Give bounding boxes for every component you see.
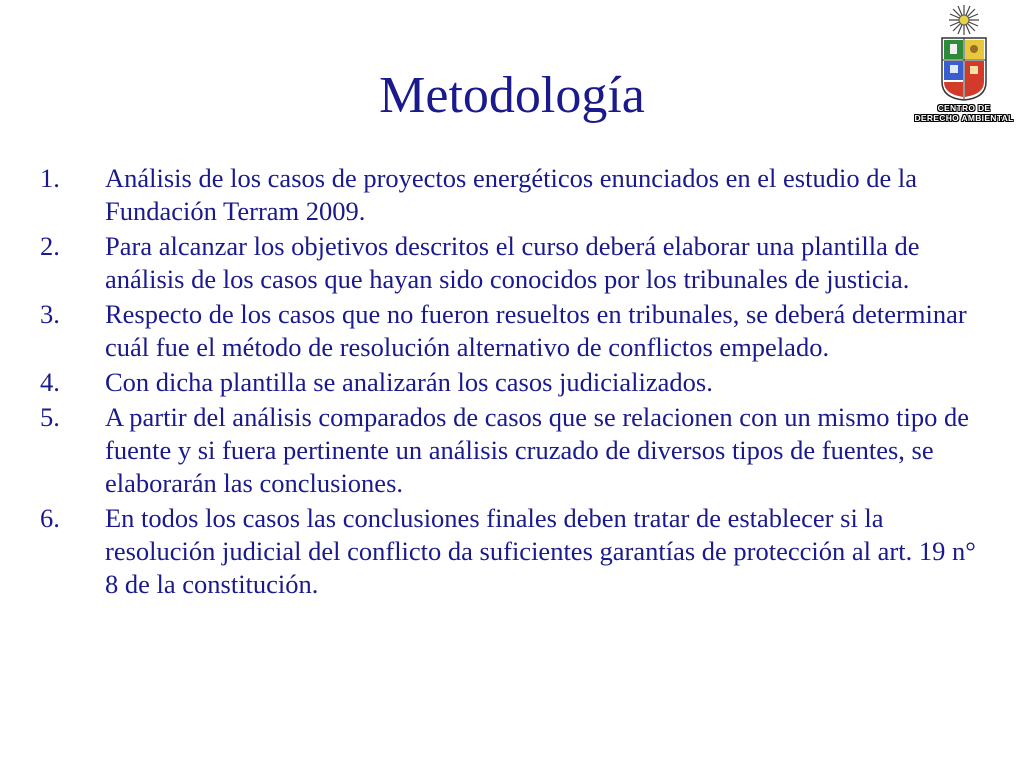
list-item-number: 3. [40, 299, 60, 329]
list-item [40, 401, 980, 500]
slide-title: Metodología [379, 67, 645, 124]
list-item-number: 5. [40, 402, 60, 432]
list-item-text: Análisis de los casos de proyectos energéticos enunciados en el estudio de la Fundación Terram 2009. [105, 163, 917, 226]
list-item-text: Respecto de los casos que no fueron resueltos en tribunales, se deberá determinar cuál fue el método de resolución alternativo de conflictos empelado. [105, 299, 967, 362]
logo [904, 2, 1024, 128]
list-item-number: 1. [40, 163, 60, 193]
list-item-text: Con dicha plantilla se analizarán los casos judicializados. [105, 367, 713, 397]
list-item-number: 6. [40, 503, 60, 533]
list-item-text: En todos los casos las conclusiones finales deben tratar de establecer si la resolución judicial del conflicto da suficientes garantías de protección al art. 19 n° 8 de la constitución. [105, 503, 976, 599]
methodology-list [40, 162, 980, 603]
list-item [40, 366, 980, 399]
university-coat-of-arms-icon [904, 2, 1024, 102]
list-item [40, 502, 980, 601]
list-item-number: 2. [40, 231, 60, 261]
list-item [40, 162, 980, 228]
list-item-number: 4. [40, 367, 60, 397]
list-item [40, 298, 980, 364]
list-item [40, 230, 980, 296]
logo-text-line1: CENTRO DE [937, 103, 991, 113]
list-item-text: A partir del análisis comparados de casos que se relacionen con un mismo tipo de fuente y si fuera pertinente un análisis cruzado de diversos tipos de fuentes, se elaborarán las conclusiones. [105, 402, 969, 498]
logo-text-line2: DERECHO AMBIENTAL [914, 113, 1014, 123]
list-item-text: Para alcanzar los objetivos descritos el curso deberá elaborar una plantilla de análisis de los casos que hayan sido conocidos por los tribunales de justicia. [105, 231, 920, 294]
